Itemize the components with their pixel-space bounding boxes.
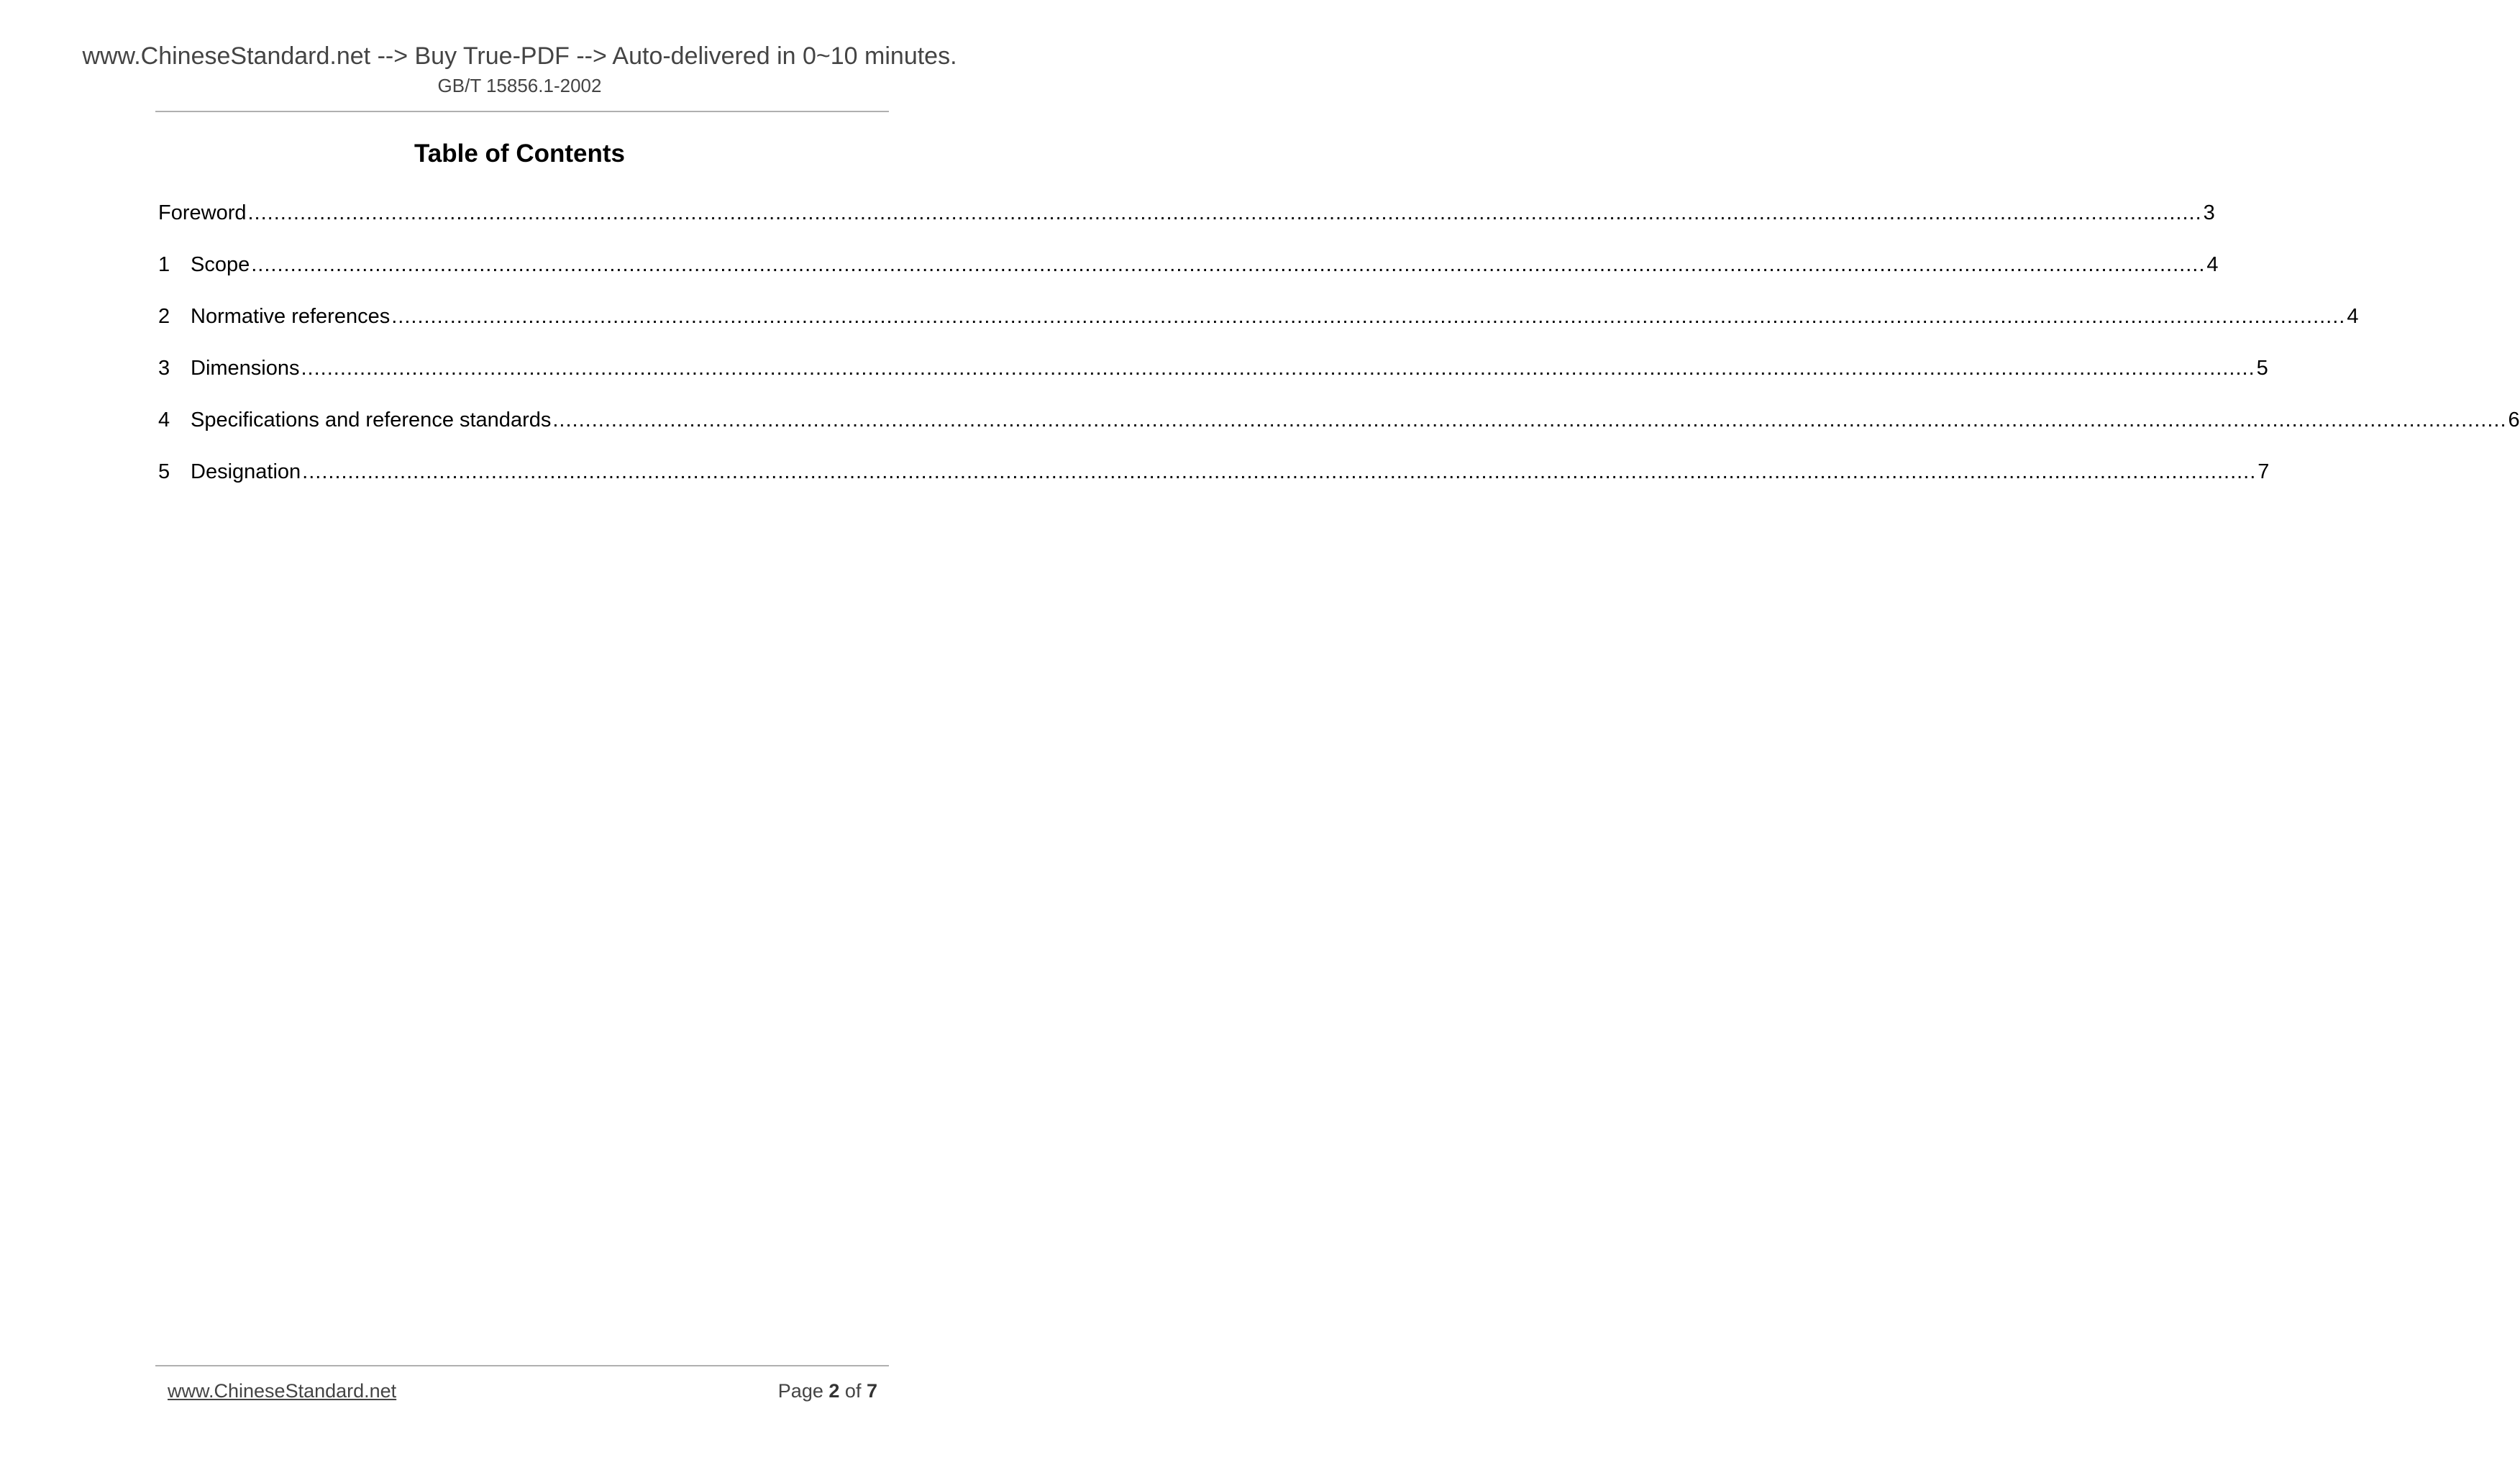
toc-entry-dimensions[interactable]	[158, 351, 2268, 403]
toc-entry-page: 6	[2508, 408, 2520, 432]
toc-entry-scope[interactable]	[158, 247, 2219, 299]
toc-entry-label: Foreword	[158, 201, 247, 224]
toc-entry-number: 4	[158, 408, 170, 432]
toc-entry-label: Normative references	[191, 305, 391, 328]
toc-entry-number: 5	[158, 460, 170, 483]
toc-list	[158, 196, 2520, 506]
toc-entry-specifications[interactable]	[158, 403, 2520, 455]
toc-entry-designation[interactable]	[158, 455, 2270, 506]
toc-leader-dots: ............................................................................................................................................................................................................................................................................................................	[302, 460, 2257, 483]
toc-entry-page: 4	[2347, 305, 2359, 328]
standard-code: GB/T 15856.1-2002	[437, 75, 602, 96]
page-separator: of	[844, 1380, 862, 1402]
toc-entry-label: Specifications and reference standards	[191, 408, 552, 432]
toc-title: Table of Contents	[414, 140, 625, 168]
toc-entry-label: Dimensions	[191, 357, 300, 380]
toc-leader-dots: ............................................................................................................................................................................................................................................................................................................	[301, 357, 2255, 380]
toc-entry-page: 4	[2206, 253, 2219, 276]
header-banner: www.ChineseStandard.net --> Buy True-PDF --> Auto-delivered in 0~10 minutes.	[82, 42, 957, 70]
toc-leader-dots: ............................................................................................................................................................................................................................................................................................................	[247, 201, 2202, 224]
footer-website-link[interactable]: www.ChineseStandard.net	[168, 1380, 397, 1402]
current-page-number: 2	[828, 1380, 840, 1402]
toc-entry-foreword[interactable]	[158, 196, 2215, 247]
total-pages-number: 7	[866, 1380, 877, 1402]
toc-entry-page: 5	[2256, 357, 2268, 380]
toc-entry-number: 1	[158, 253, 170, 276]
page-indicator	[778, 1378, 877, 1404]
toc-entry-normative-references[interactable]	[158, 299, 2359, 351]
page-prefix: Page	[777, 1380, 823, 1402]
toc-leader-dots: ............................................................................................................................................................................................................................................................................................................	[391, 305, 2346, 328]
footer-divider	[155, 1365, 889, 1366]
toc-leader-dots: ............................................................................................................................................................................................................................................................................................................	[552, 408, 2507, 432]
header-divider	[155, 111, 889, 112]
toc-entry-label: Scope	[191, 253, 250, 276]
toc-entry-page: 3	[2203, 201, 2215, 224]
toc-leader-dots: ............................................................................................................................................................................................................................................................................................................	[251, 253, 2206, 276]
toc-entry-number: 2	[158, 305, 170, 328]
toc-entry-label: Designation	[191, 460, 301, 483]
toc-entry-number: 3	[158, 357, 170, 380]
toc-entry-page: 7	[2258, 460, 2270, 483]
